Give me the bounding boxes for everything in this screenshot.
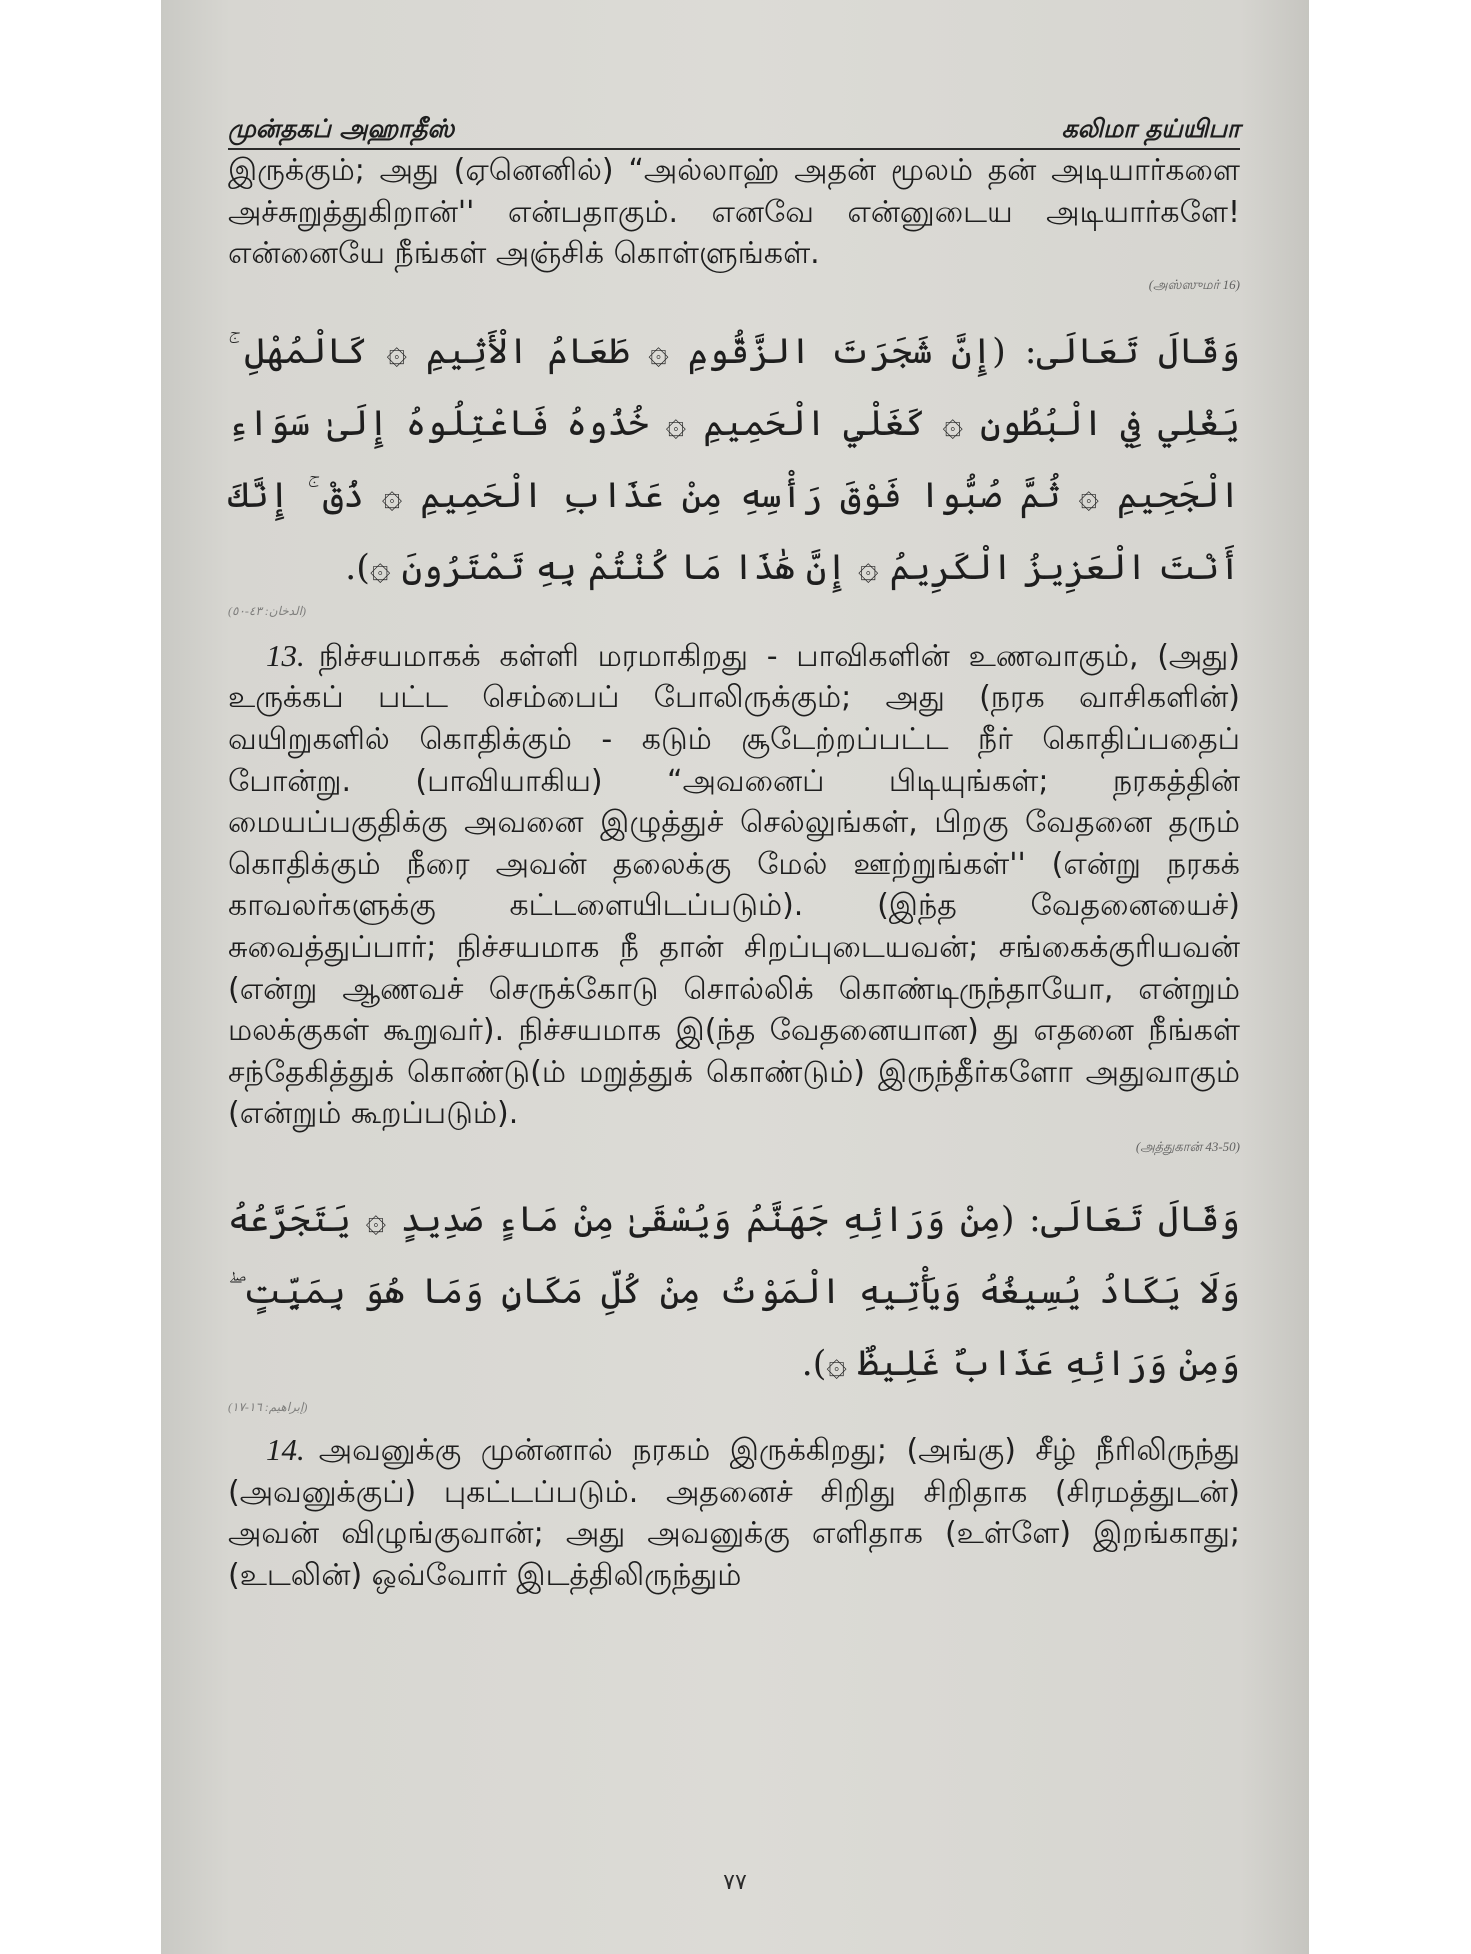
arabic-reference-1: (الدخان: ٤٣-٥٠) [228, 603, 306, 618]
running-head-left: முன்தகப் அஹாதீஸ் [228, 114, 455, 143]
running-head-right: கலிமா தய்யிபா [1061, 114, 1240, 143]
paragraph-number-13: 13. [266, 637, 305, 673]
book-page [161, 0, 1309, 1954]
paragraph-number-14: 14. [266, 1431, 305, 1467]
arabic-verse-2: وَقَالَ تَعَالَى: (مِنْ وَرَائِهِ جَهَنَّمُ وَيُسْقَىٰ مِنْ مَاءٍ صَدِيدٍ ۞ يَتَجَرَّعُهُ وَلَا يَكَادُ يُسِيغُهُ وَيَأْتِيهِ الْمَوْتُ مِنْ كُلِّ مَكَانٍ وَمَا هُوَ بِمَيِّتٍ ۖ وَمِنْ وَرَائِهِ عَذَابٌ غَلِيظٌ ۞). [228, 1199, 1240, 1384]
tamil-paragraph-13 [228, 635, 1240, 1135]
tamil-paragraph-continued: இருக்கும்; அது (ஏனெனில்) “அல்லாஹ் அதன் மூலம் தன் அடியார்களை அச்சுறுத்துகிறான்'' என்பதாகும். எனவே என்னுடைய அடியார்களே! என்னையே நீங்கள் அஞ்சிக் கொள்ளுங்கள். [228, 153, 1240, 272]
tamil-reference-1: (அஸ்ஸுமர் 16) [1148, 276, 1240, 292]
page-content [228, 112, 1240, 1596]
tamil-paragraph-13-text: நிச்சயமாகக் கள்ளி மரமாகிறது - பாவிகளின் உணவாகும், (அது) உருக்கப் பட்ட செம்பைப் போலிருக்கும்; அது (நரக வாசிகளின்) வயிறுகளில் கொதிக்கும் - கடும் சூடேற்றப்பட்ட நீர் கொதிப்பதைப் போன்று. (பாவியாகிய) “அவனைப் பிடியுங்கள்; நரகத்தின் மையப்பகுதிக்கு அவனை இழுத்துச் செல்லுங்கள், பிறகு வேதனை தரும் கொதிக்கும் நீரை அவன் தலைக்கு மேல் ஊற்றுங்கள்'' (என்று நரகக் காவலர்களுக்கு கட்டளையிடப்படும்). (இந்த வேதனையைச்) சுவைத்துப்பார்; நிச்சயமாக நீ தான் சிறப்புடையவன்; சங்கைக்குரியவன் (என்று ஆணவச் செருக்கோடு சொல்லிக் கொண்டிருந்தாயோ, என்றும் மலக்குகள் கூறுவர்). நிச்சயமாக இ(ந்த வேதனையான) து எதனை நீங்கள் சந்தேகித்துக் கொண்டு(ம் மறுத்துக் கொண்டும்) இருந்தீர்களோ அதுவாகும் (என்றும் கூறப்படும்). [228, 638, 1240, 1132]
running-head [228, 112, 1240, 150]
arabic-verse-1: وَقَالَ تَعَالَى: (إِنَّ شَجَرَتَ الزَّقُّومِ ۞ طَعَامُ الْأَثِيمِ ۞ كَالْمُهْلِ ۚ يَغْلِي فِي الْبُطُونِ ۞ كَغَلْيِ الْحَمِيمِ ۞ خُذُوهُ فَاعْتِلُوهُ إِلَىٰ سَوَاءِ الْجَحِيمِ ۞ ثُمَّ صُبُّوا فَوْقَ رَأْسِهِ مِنْ عَذَابِ الْحَمِيمِ ۞ ذُقْ ۚ إِنَّكَ أَنْتَ الْعَزِيزُ الْكَرِيمُ ۞ إِنَّ هَٰذَا مَا كُنْتُمْ بِهِ تَمْتَرُونَ ۞). [228, 331, 1240, 588]
tamil-paragraph-14-text: அவனுக்கு முன்னால் நரகம் இருக்கிறது; (அங்கு) சீழ் நீரிலிருந்து (அவனுக்குப்) புகட்டப்படும். அதனைச் சிறிது சிறிதாக (சிரமத்துடன்) அவன் விழுங்குவான்; அது அவனுக்கு எளிதாக (உள்ளே) இறங்காது; (உடலின்) ஒவ்வோர் இடத்திலிருந்தும் [228, 1432, 1240, 1593]
tamil-reference-2: (அத்துகான் 43-50) [1135, 1138, 1240, 1154]
tamil-paragraph-14 [228, 1429, 1240, 1596]
page-number: ٧٧ [723, 1870, 747, 1895]
arabic-reference-2: (إبراهيم: ١٦-١٧) [228, 1399, 308, 1414]
